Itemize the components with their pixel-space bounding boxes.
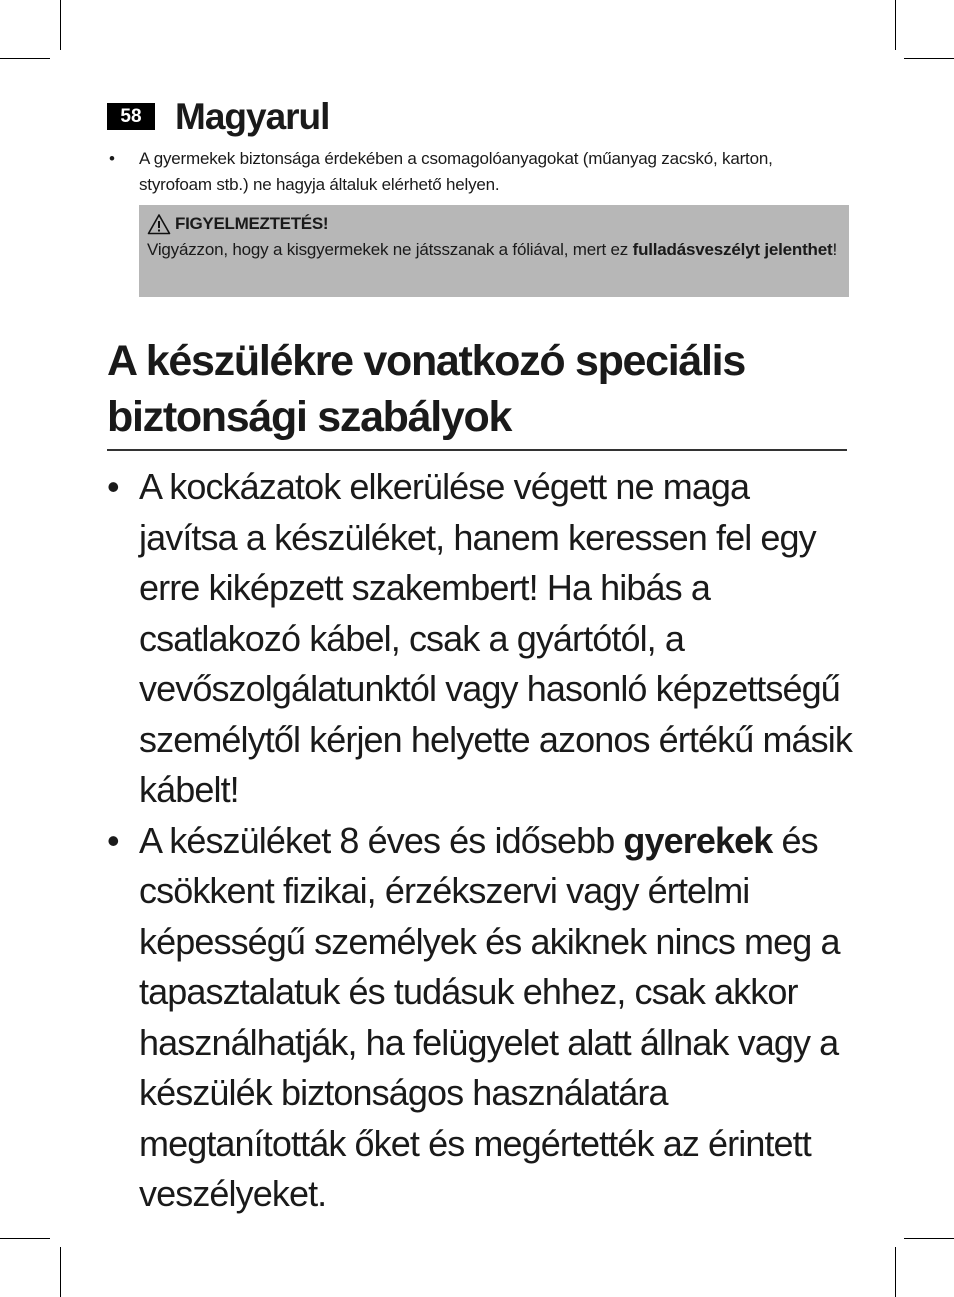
crop-mark [904,1238,954,1239]
list-item [107,462,852,816]
safety-rules-list [107,462,852,1220]
list-item-text: A kockázatok elkerülése végett ne maga javítsa a készüléket, hanem keressen fel egy erre kiképzett szakembert! Ha hibás a csatlakozó kábel, csak a gyártótól, a vevőszolgálatunktól vagy hasonló képzettségű személytől kérjen helyette azonos értékű másik kábelt! [139,466,852,810]
language-heading: Magyarul [175,96,330,137]
page-number: 58 [107,103,155,130]
crop-mark [904,58,954,59]
list-item-text-part: és csökkent fizikai, érzékszervi vagy értelmi képességű személyek és akiknek nincs meg a tapasztalatuk és tudásuk ehhez, csak akkor használhatják, ha felügyelet alatt állnak vagy a készülék biztonságos használatára megtanították őket és megértették az érintett veszélyeket. [139,819,840,1214]
bullet: • [109,149,115,168]
crop-mark [895,1247,896,1297]
warning-text-part: ! [832,240,837,259]
list-item-text-part: A készüléket 8 éves és idősebb [139,819,624,861]
crop-mark [895,0,896,50]
warning-text [147,237,843,263]
intro-list [107,146,847,198]
list-item-text-bold: gyerekek [623,819,773,861]
warning-title [147,211,843,237]
warning-text-part: Vigyázzon, hogy a kisgyermekek ne játsszanak a fóliával, mert ez [147,240,633,259]
crop-mark [0,58,50,59]
bullet: • [107,819,119,861]
warning-title-text: FIGYELMEZTETÉS! [175,214,329,233]
section-title: A készülékre vonatkozó speciális biztonsági szabályok [107,337,745,441]
warning-box [139,205,849,297]
page-header [107,98,847,140]
list-item [107,816,852,1220]
crop-mark [60,1247,61,1297]
bullet: • [107,466,119,507]
list-item-text [139,820,840,1215]
title-divider [107,449,847,451]
list-item-text: A gyermekek biztonsága érdekében a csomagolóanyagokat (műanyag zacskó, karton, styrofoam stb.) ne hagyja általuk elérhető helyen. [139,149,773,194]
warning-triangle-icon [147,213,171,235]
list-item [107,146,847,198]
crop-mark [0,1238,50,1239]
warning-text-bold: fulladásveszélyt jelenthet [632,240,833,259]
crop-mark [60,0,61,50]
